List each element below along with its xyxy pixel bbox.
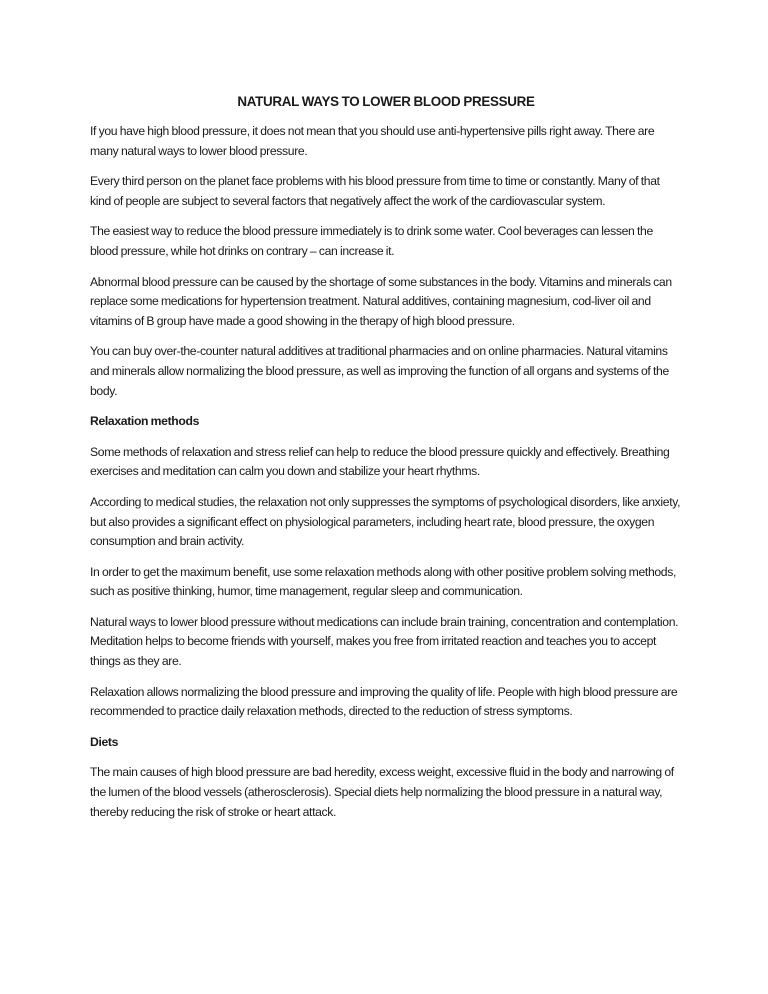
paragraph: Abnormal blood pressure can be caused by the shortage of some substances in the body. Vitamins and minerals can replace some medications for hypertension treatment. Natural additives, containing magnesium, cod-liver oil and vitamins of B group have made a good showing in the therapy of high blood pressure. bbox=[90, 274, 672, 328]
paragraph: The main causes of high blood pressure are bad heredity, excess weight, excessive fluid in the body and narrowing of the lumen of the blood vessels (atherosclerosis). Special diets help normalizing the blood pressure in a natural way, thereby reducing the risk of stroke or heart attack. bbox=[90, 765, 674, 819]
paragraph: You can buy over-the-counter natural additives at traditional pharmacies and on online pharmacies. Natural vitamins and minerals allow normalizing the blood pressure, as well as improving the function of all organs and systems of the body. bbox=[90, 344, 669, 398]
document-title: NATURAL WAYS TO LOWER BLOOD PRESSURE bbox=[237, 94, 535, 109]
paragraph: According to medical studies, the relaxation not only suppresses the symptoms of psychological disorders, like anxiety, but also provides a significant effect on physiological parameters, including heart rate, blood pressure, the oxygen consumption and brain activity. bbox=[90, 494, 681, 549]
section-heading-diets: Diets bbox=[90, 734, 119, 749]
paragraph: In order to get the maximum benefit, use some relaxation methods along with other positive problem solving methods, such as positive thinking, humor, time management, regular sleep and communication. bbox=[90, 564, 677, 599]
document-body bbox=[90, 92, 682, 833]
paragraph: Relaxation allows normalizing the blood pressure and improving the quality of life. People with high blood pressure are recommended to practice daily relaxation methods, directed to the reduction of stress symptoms. bbox=[90, 684, 678, 719]
paragraph: Every third person on the planet face problems with his blood pressure from time to time or constantly. Many of that kind of people are subject to several factors that negatively affect the work of the cardiovascular system. bbox=[90, 174, 660, 208]
paragraph-intro: If you have high blood pressure, it does not mean that you should use anti-hypertensive pills right away. There are many natural ways to lower blood pressure. bbox=[90, 124, 655, 158]
paragraph: The easiest way to reduce the blood pressure immediately is to drink some water. Cool beverages can lessen the blood pressure, while hot drinks on contrary – can increase it. bbox=[90, 224, 653, 258]
section-heading-relaxation-methods: Relaxation methods bbox=[90, 414, 200, 429]
paragraph: Natural ways to lower blood pressure without medications can include brain training, concentration and contemplation. Meditation helps to become friends with yourself, makes you free from irritated reaction and teaches you to accept things as they are. bbox=[90, 614, 679, 669]
paragraph: Some methods of relaxation and stress relief can help to reduce the blood pressure quickly and effectively. Breathing exercises and meditation can calm you down and stabilize your heart rhythms. bbox=[90, 444, 670, 479]
